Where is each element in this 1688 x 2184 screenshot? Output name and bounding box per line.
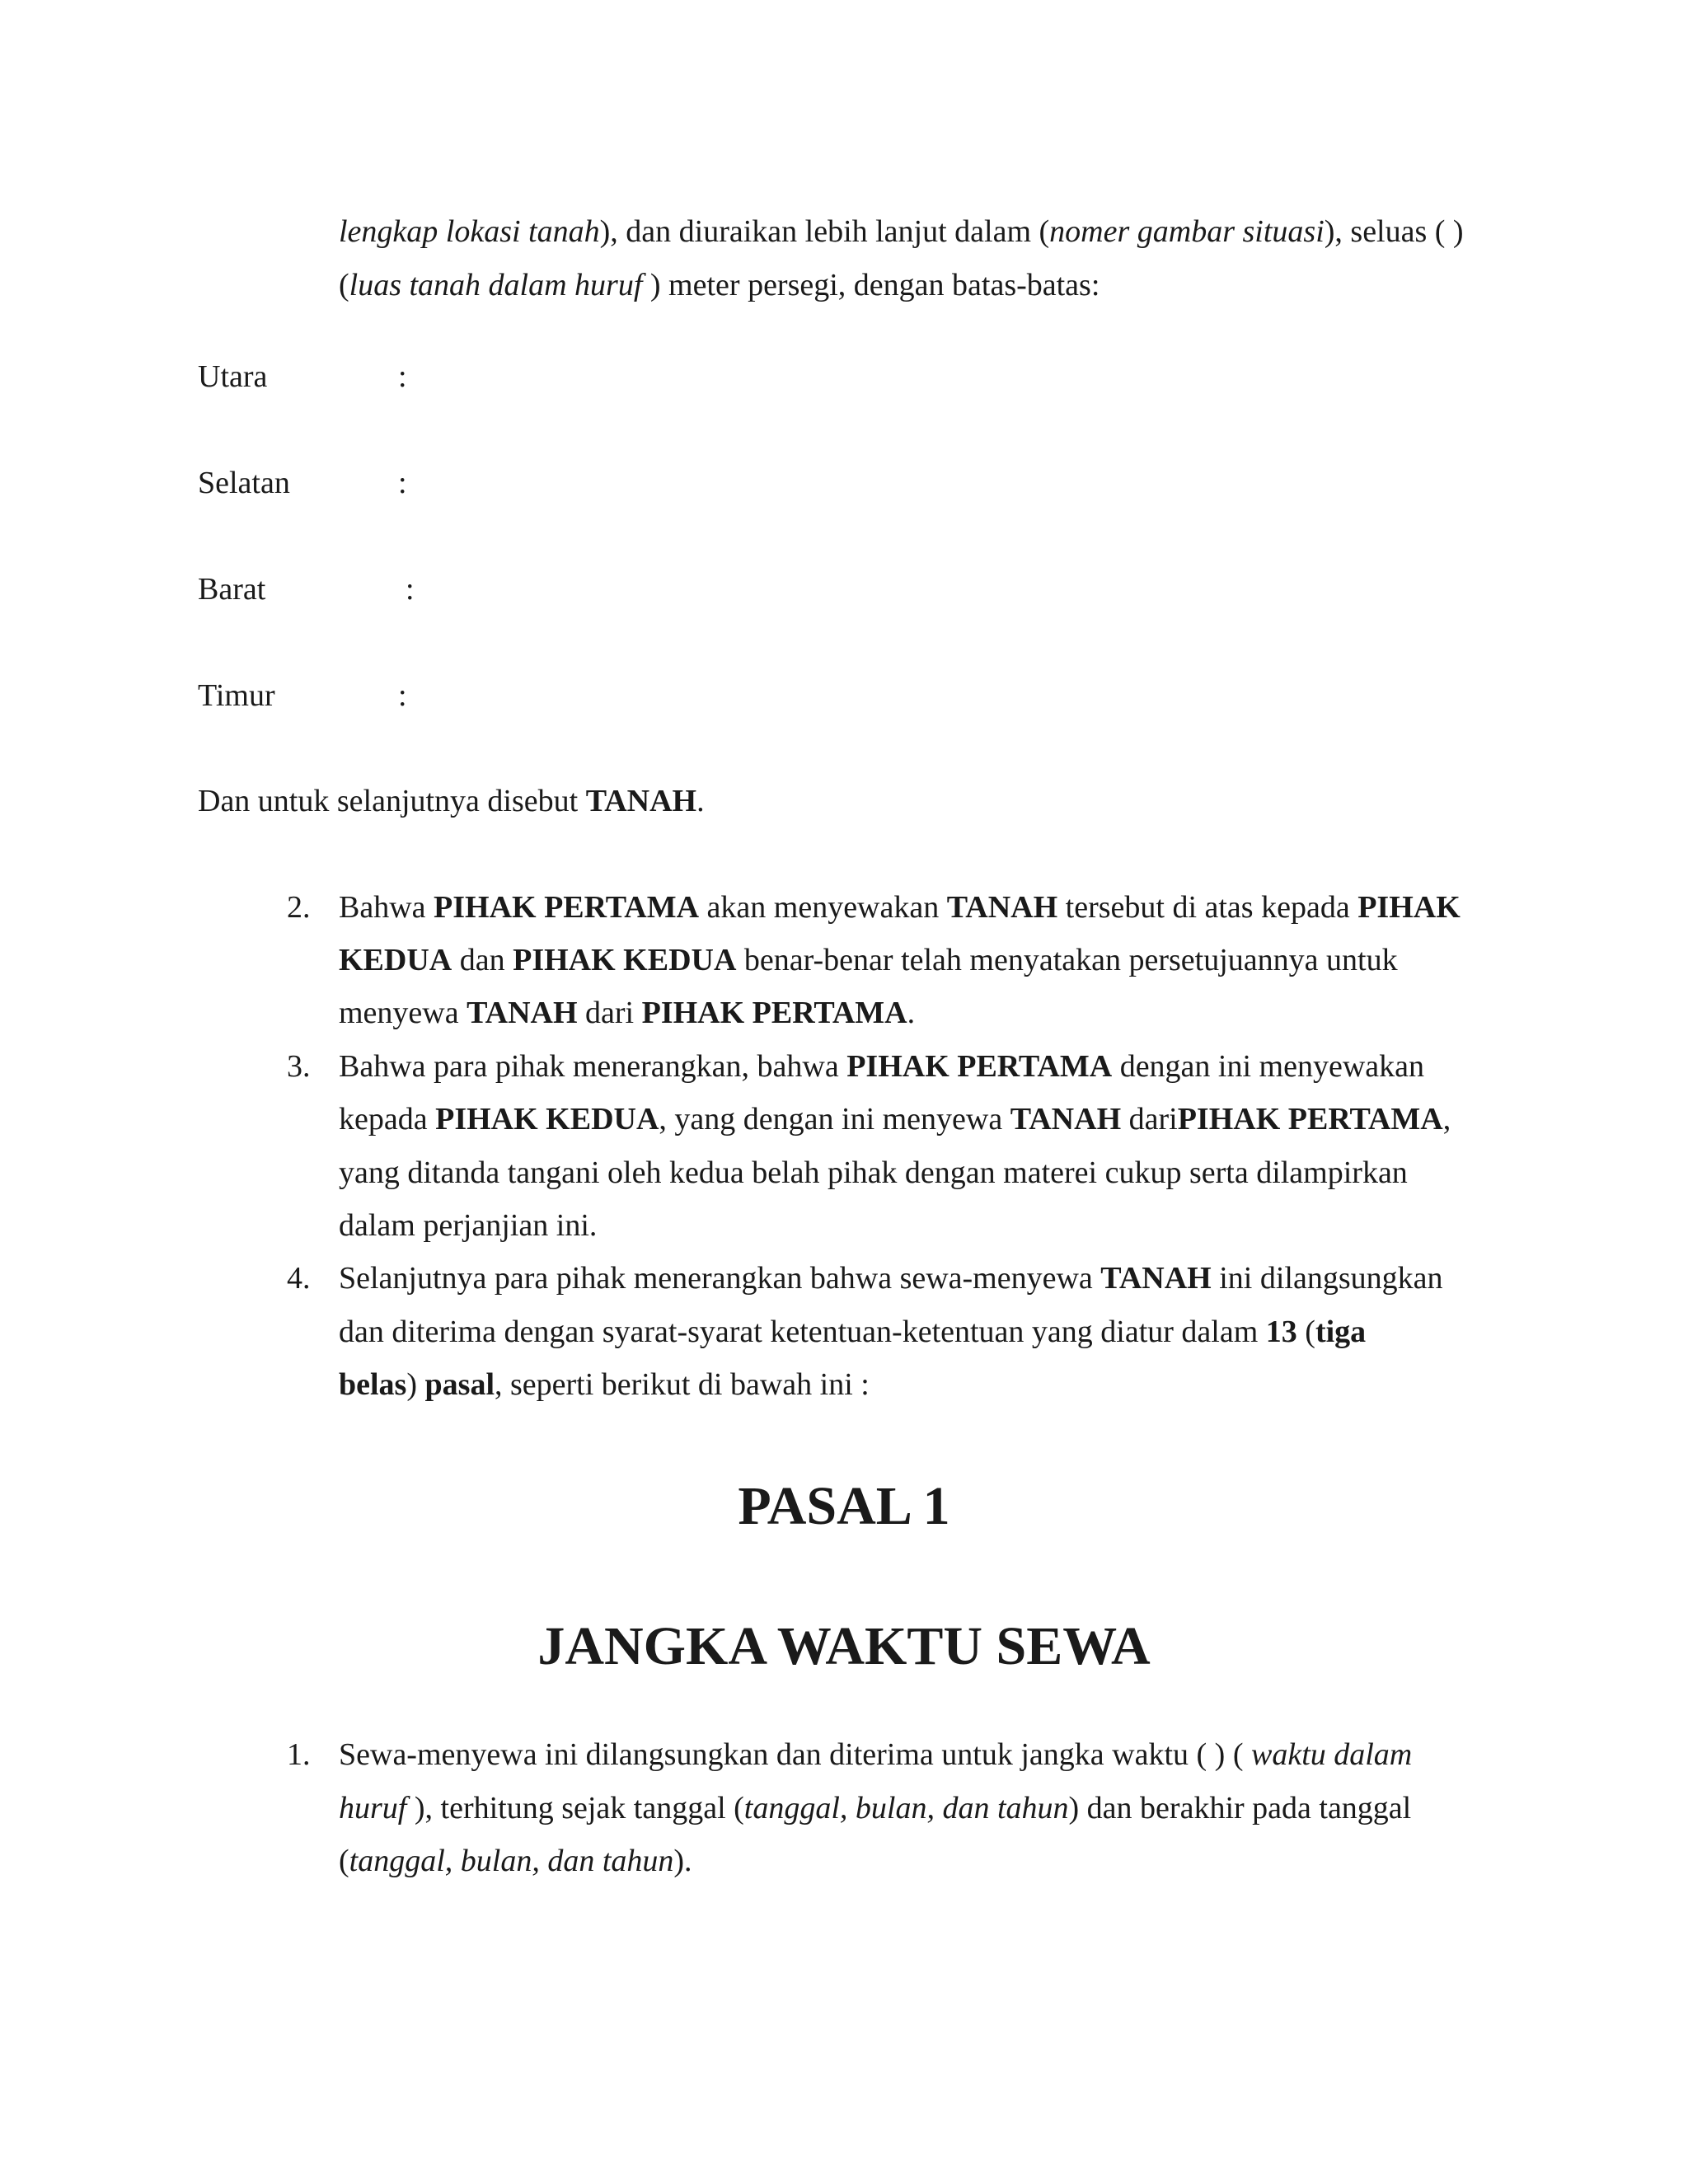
list-item-line: Bahwa para pihak menerangkan, bahwa PIHAK PERTAMA dengan ini menyewakan xyxy=(339,1049,1424,1084)
definition-line: Dan untuk selanjutnya disebut TANAH. xyxy=(198,784,705,818)
boundary-colon: : xyxy=(398,678,407,713)
list-item-line: dalam perjanjian ini. xyxy=(339,1208,598,1243)
list-item-line: dan diterima dengan syarat-syarat ketentuan-ketentuan yang diatur dalam 13 (tiga xyxy=(339,1315,1367,1349)
list-number: 3. xyxy=(287,1049,311,1084)
list-item-line: belas) pasal, seperti berikut di bawah ini : xyxy=(339,1367,870,1402)
intro-line-2: (luas tanah dalam huruf ) meter persegi, dengan batas-batas: xyxy=(339,268,1100,302)
list-item-line: menyewa TANAH dari PIHAK PERTAMA. xyxy=(339,996,916,1030)
list-item-line: kepada PIHAK KEDUA, yang dengan ini menyewa TANAH dariPIHAK PERTAMA, xyxy=(339,1102,1451,1137)
list-number: 1. xyxy=(287,1737,311,1772)
list-number: 4. xyxy=(287,1261,311,1296)
list-item-line: Sewa-menyewa ini dilangsungkan dan diterima untuk jangka waktu ( ) ( waktu dalam xyxy=(339,1737,1413,1772)
boundary-label: Barat xyxy=(198,572,266,607)
list-item-line: Selanjutnya para pihak menerangkan bahwa sewa-menyewa TANAH ini dilangsungkan xyxy=(339,1261,1443,1296)
list-item-line: huruf ), terhitung sejak tanggal (tanggal, bulan, dan tahun) dan berakhir pada tanggal xyxy=(339,1791,1412,1825)
boundary-label: Timur xyxy=(198,678,275,713)
boundary-label: Utara xyxy=(198,359,268,394)
list-item-line: Bahwa PIHAK PERTAMA akan menyewakan TANAH tersebut di atas kepada PIHAK xyxy=(339,890,1461,925)
boundary-colon: : xyxy=(398,359,407,394)
list-item-line: (tanggal, bulan, dan tahun). xyxy=(339,1844,692,1878)
list-number: 2. xyxy=(287,890,311,925)
pasal-title-heading: JANGKA WAKTU SEWA xyxy=(537,1616,1151,1676)
intro-line-1: lengkap lokasi tanah), dan diuraikan lebih lanjut dalam (nomer gambar situasi), seluas ( ) xyxy=(339,214,1464,249)
pasal-number-heading: PASAL 1 xyxy=(738,1476,950,1536)
boundary-colon: : xyxy=(398,466,407,500)
list-item-line: yang ditanda tangani oleh kedua belah pihak dengan materei cukup serta dilampirkan xyxy=(339,1155,1408,1190)
boundary-label: Selatan xyxy=(198,466,290,500)
boundary-colon: : xyxy=(406,572,415,607)
list-item-line: KEDUA dan PIHAK KEDUA benar-benar telah menyatakan persetujuannya untuk xyxy=(339,943,1398,977)
